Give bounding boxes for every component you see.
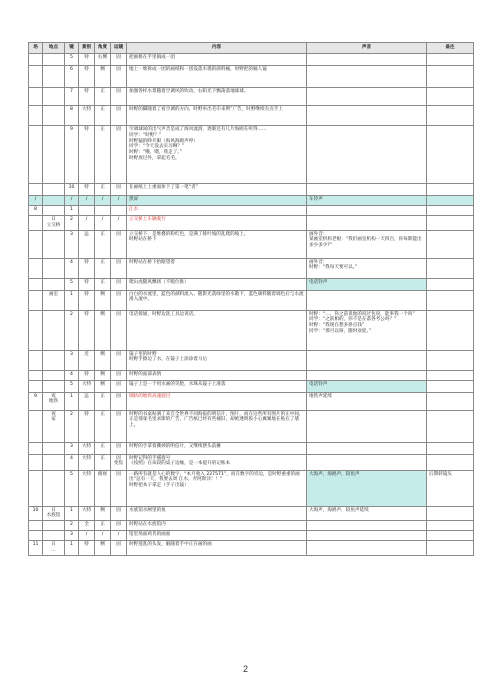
note-cell xyxy=(427,54,474,66)
table-row xyxy=(29,470,474,506)
content-cell: 时野的脚随着了看空调的方向，时野举出毛巾来利”广告，时野继续有点手上 xyxy=(127,106,307,126)
shot-cell: 5 xyxy=(65,278,79,290)
location-cell: 日 立交桥 xyxy=(43,216,65,231)
shot-cell: 6 xyxy=(65,66,79,88)
scene-cell xyxy=(29,442,43,454)
sound-cell xyxy=(307,88,427,106)
note-cell xyxy=(427,392,474,410)
shot-cell: 7 xyxy=(65,88,79,106)
location-cell xyxy=(43,196,65,206)
angle-cell: 正 xyxy=(95,258,111,278)
sound-cell xyxy=(307,290,427,310)
location-cell xyxy=(43,470,65,506)
camera-move-cell: 固 xyxy=(111,506,127,521)
camera-move-cell: 固 xyxy=(111,541,127,556)
location-cell: 日 水族馆 xyxy=(43,506,65,521)
column-header: 景别 xyxy=(79,43,95,54)
shot-size-cell: 全 xyxy=(79,521,95,531)
scene-cell xyxy=(29,531,43,541)
column-header: 运镜 xyxy=(111,43,127,54)
shot-cell: 10 xyxy=(65,184,79,196)
scene-cell xyxy=(29,66,43,88)
location-cell xyxy=(43,66,65,88)
angle-cell: 正 xyxy=(95,230,111,258)
shot-cell: / xyxy=(65,196,79,206)
angle-cell: 正 xyxy=(95,106,111,126)
sound-cell xyxy=(307,184,427,196)
scene-cell xyxy=(29,54,43,66)
shot-size-cell: 大特 xyxy=(79,106,95,126)
content-cell: 时野的手拿着撕掉的明信片，又继续摆头前摊 xyxy=(127,442,307,454)
note-cell xyxy=(427,531,474,541)
table-row xyxy=(29,506,474,521)
angle-cell: 正 xyxy=(95,126,111,184)
content-cell: 时野记得的手捕捉号 《按照》在该段的桌子边缘，是一本提升的记账本 xyxy=(127,454,307,470)
shot-size-cell: 远 xyxy=(79,392,95,410)
location-cell xyxy=(43,88,65,106)
content-cell: 黑屏 xyxy=(127,196,307,206)
location-cell xyxy=(43,230,65,258)
angle-cell: 侧 xyxy=(95,66,111,88)
content-cell: 江水 xyxy=(127,206,307,216)
scene-cell xyxy=(29,454,43,470)
camera-move-cell: 固 xyxy=(111,230,127,258)
shot-size-cell: 特 xyxy=(79,410,95,442)
scene-cell: / xyxy=(29,196,43,206)
page-number: 2 xyxy=(242,664,248,674)
camera-move-cell xyxy=(111,206,127,216)
location-cell xyxy=(43,106,65,126)
note-cell xyxy=(427,196,474,206)
shot-size-cell: / xyxy=(79,216,95,231)
location-cell xyxy=(43,454,65,470)
angle-cell: 侧 xyxy=(95,350,111,370)
angle-cell: 右侧 xyxy=(95,54,111,66)
shot-cell: 5 xyxy=(65,470,79,506)
content-cell: 一路所有就是人心的数字，“本月收入 227571”，而在数字的旁边，是时野重重的画出“总有一天，我要去周 江水，弄阿斯洋！！” 时野把本子拿走（手子出镜） xyxy=(127,470,307,506)
content-cell: 电话接通，时野边洗工具边说话。 xyxy=(127,310,307,350)
table-row xyxy=(29,392,474,410)
sound-cell xyxy=(307,410,427,442)
camera-move-cell: 固 xyxy=(111,410,127,442)
angle-cell: 正 xyxy=(95,184,111,196)
table-row xyxy=(29,290,474,310)
angle-cell: / xyxy=(95,196,111,206)
content-cell: 立交桥上车辆驶行 xyxy=(127,216,307,231)
scene-cell xyxy=(29,310,43,350)
note-cell xyxy=(427,290,474,310)
content-cell: 时野的书桌贴满了来自全世界不同海报的明信片，图片，而在这些所有图片的正中间，正是那张毛里求斯的广告，广告纸已经有些褪旧，却被透明胶小心翼翼地在贴在了墙上。 xyxy=(127,410,307,442)
shot-cell: 2 xyxy=(65,310,79,350)
content-cell: 加强各样水景随着空调风的吹动，右阳光下飘荡落地球球。 xyxy=(127,88,307,106)
shot-cell: 5 xyxy=(65,54,79,66)
column-header: 声音 xyxy=(307,43,427,54)
table-row xyxy=(29,310,474,350)
column-header: 场 xyxy=(29,43,43,54)
note-cell xyxy=(427,126,474,184)
sound-cell xyxy=(307,454,427,470)
camera-move-cell: / xyxy=(111,216,127,231)
shot-cell: 2 xyxy=(65,410,79,442)
sound-cell xyxy=(307,442,427,454)
note-cell xyxy=(427,370,474,380)
content-cell: 立交桥下，是堆叠的粉红色，是满了排叶坡的乱爬的坡上。 时野站在桥下 xyxy=(127,230,307,258)
camera-move-cell: 固 xyxy=(111,278,127,290)
note-cell xyxy=(427,106,474,126)
angle-cell xyxy=(95,206,111,216)
sound-cell: 电话铃声 xyxy=(307,278,427,290)
angle-cell: 侧 xyxy=(95,541,111,556)
sound-cell xyxy=(307,54,427,66)
scene-cell: 9 xyxy=(29,392,43,410)
camera-move-cell: / xyxy=(111,531,127,541)
sound-cell xyxy=(307,541,427,556)
table-row xyxy=(29,380,474,392)
table-row xyxy=(29,370,474,380)
storyboard-table xyxy=(28,42,474,556)
camera-move-cell: 固 xyxy=(111,310,127,350)
shot-size-cell: 远 xyxy=(79,230,95,258)
shot-size-cell: 近 xyxy=(79,350,95,370)
note-cell xyxy=(427,258,474,278)
angle-cell: 侧 xyxy=(95,310,111,350)
shot-cell: 4 xyxy=(65,258,79,278)
location-cell xyxy=(43,258,65,278)
note-cell xyxy=(427,278,474,290)
table-row xyxy=(29,531,474,541)
angle-cell: 正 xyxy=(95,88,111,106)
table-row xyxy=(29,258,474,278)
location-cell xyxy=(43,442,65,454)
column-header: 内容 xyxy=(127,43,307,54)
table-row xyxy=(29,216,474,231)
content-cell: 镜子上是一个用水画的笑脸，水珠从镜子上滑落 xyxy=(127,380,307,392)
note-cell xyxy=(427,350,474,370)
camera-move-cell: 固 xyxy=(111,290,127,310)
location-cell: 夜 地铁 xyxy=(43,392,65,410)
location-cell xyxy=(43,184,65,196)
location-cell xyxy=(43,126,65,184)
shot-cell: 5 xyxy=(65,380,79,392)
content-cell: 空调球间的出气声音是成了海风流滑，逐渐还有几片海鸥在听得...... 同学：“时野？” 时野猛的睁开眼（海风海鸥声停） 同学：“今天没去实习啊？” 时野：“哦，嗯，我走了。” 时野放过外，拿起毛毛。 xyxy=(127,126,307,184)
content-cell: 水族馆水闸里的鱼 xyxy=(127,506,307,521)
scene-cell xyxy=(29,521,43,531)
location-cell xyxy=(43,370,65,380)
camera-move-cell: 固 xyxy=(111,392,127,410)
camera-move-cell: / xyxy=(111,196,127,206)
angle-cell: 俯视 xyxy=(95,470,111,506)
location-cell xyxy=(43,54,65,66)
shot-size-cell: 特 xyxy=(79,278,95,290)
note-cell xyxy=(427,66,474,88)
scene-cell: 8 xyxy=(29,206,43,216)
location-cell: 夜 家 xyxy=(43,410,65,442)
content-cell: 馆里场面鸡肯的画面 xyxy=(127,531,307,541)
table-row xyxy=(29,350,474,370)
table-row xyxy=(29,106,474,126)
scene-cell xyxy=(29,106,43,126)
shot-size-cell: 特 xyxy=(79,370,95,380)
shot-size-cell: 大特 xyxy=(79,506,95,521)
shot-size-cell: / xyxy=(79,196,95,206)
scene-cell xyxy=(29,230,43,258)
table-row xyxy=(29,196,474,206)
table-row xyxy=(29,278,474,290)
shot-cell: 3 xyxy=(65,531,79,541)
scene-cell xyxy=(29,370,43,380)
location-cell xyxy=(43,206,65,216)
sound-cell xyxy=(307,521,427,531)
content-cell: 镜子里的时野 时野手擦边了水，在镜子上涂涂着马后 xyxy=(127,350,307,370)
sound-cell: 大海声，海鸥声，较鱼声 xyxy=(307,470,427,506)
table-row xyxy=(29,230,474,258)
camera-move-cell: 固 xyxy=(111,370,127,380)
shot-cell: 3 xyxy=(65,230,79,258)
content-cell: 爬山虎随风飘扬（不脱位推） xyxy=(127,278,307,290)
sound-cell: 地铁声延续 xyxy=(307,392,427,410)
note-cell xyxy=(427,442,474,454)
angle-cell: 正 xyxy=(95,521,111,531)
scene-cell xyxy=(29,216,43,231)
sound-cell xyxy=(307,531,427,541)
sound-cell xyxy=(307,206,427,216)
shot-size-cell: 大特 xyxy=(79,470,95,506)
shot-size-cell: 特 xyxy=(79,126,95,184)
camera-move-cell: 固 xyxy=(111,54,127,66)
content-cell: 时野站在水族馆内 xyxy=(127,521,307,531)
table-row xyxy=(29,541,474,556)
camera-move-cell: 固 xyxy=(111,106,127,126)
shot-size-cell: 特 xyxy=(79,258,95,278)
note-cell xyxy=(427,454,474,470)
scene-cell: 10 xyxy=(29,506,43,521)
table-row xyxy=(29,126,474,184)
shot-size-cell: 特 xyxy=(79,541,95,556)
sound-cell xyxy=(307,216,427,231)
note-cell xyxy=(427,410,474,442)
scene-cell xyxy=(29,350,43,370)
location-cell xyxy=(43,278,65,290)
angle-cell: 正 xyxy=(95,454,111,470)
shot-cell: 1 xyxy=(65,392,79,410)
sound-cell: 时野：“…，你之前说他的说过包说，能率我一个吗” 同学：“之前相的，你不是在落各考公吗？” 时野：“我现在想多挣点钱” 同学：“那可以呀，随时欢迎。” xyxy=(307,310,427,350)
camera-move-cell: 固 xyxy=(111,184,127,196)
content-cell: 时野站在桥下抬眼望着 xyxy=(127,258,307,278)
scene-cell xyxy=(29,470,43,506)
angle-cell: 正 xyxy=(95,410,111,442)
location-cell xyxy=(43,310,65,350)
column-header: 角度 xyxy=(95,43,111,54)
camera-move-cell: 固 xyxy=(111,88,127,106)
shot-cell: 1 xyxy=(65,541,79,556)
angle-cell: 侧 xyxy=(95,290,111,310)
note-cell xyxy=(427,380,474,392)
location-cell: 日 ... xyxy=(43,541,65,556)
angle-cell: 正 xyxy=(95,392,111,410)
camera-move-cell: 固 xyxy=(111,521,127,531)
note-cell xyxy=(427,184,474,196)
column-header: 镜 xyxy=(65,43,79,54)
angle-cell: / xyxy=(95,531,111,541)
shot-size-cell: 特 xyxy=(79,310,95,350)
camera-move-cell: 固 xyxy=(111,126,127,184)
table-body xyxy=(29,54,474,556)
column-header: 地点 xyxy=(43,43,65,54)
column-header: 备注 xyxy=(427,43,474,54)
note-cell xyxy=(427,506,474,521)
shot-size-cell xyxy=(79,206,95,216)
location-cell xyxy=(43,350,65,370)
table-row xyxy=(29,454,474,470)
shot-cell: 2 xyxy=(65,521,79,531)
content-cell: 时野的面部表情 xyxy=(127,370,307,380)
angle-cell: / xyxy=(95,216,111,231)
location-cell xyxy=(43,521,65,531)
shot-cell: 9 xyxy=(65,126,79,184)
table-header-row xyxy=(29,43,474,54)
shot-size-cell: 特 xyxy=(79,88,95,106)
scene-cell xyxy=(29,126,43,184)
shot-cell: 2 xyxy=(65,216,79,231)
sound-cell xyxy=(307,66,427,88)
table-row xyxy=(29,410,474,442)
content-cell: 时野莲乱的头发，脑随着手中正在画的画 xyxy=(127,541,307,556)
shot-size-cell: 大特 xyxy=(79,380,95,392)
shot-cell: 8 xyxy=(65,106,79,126)
shot-cell: 3 xyxy=(65,350,79,370)
sound-cell: 画外音： 某画室机构老板：“我们画室机构一天四百，你每期能出多少多少?” xyxy=(307,230,427,258)
sound-cell: 电话铃声 xyxy=(307,380,427,392)
scene-cell xyxy=(29,290,43,310)
table-row xyxy=(29,206,474,216)
camera-move-cell: 固 xyxy=(111,258,127,278)
shot-cell: 1 xyxy=(65,290,79,310)
table-row xyxy=(29,88,474,106)
camera-move-cell: 固 xyxy=(111,442,127,454)
note-cell xyxy=(427,521,474,531)
sound-cell: 画外音： 时野：“我每天要可以。” xyxy=(307,258,427,278)
sound-cell xyxy=(307,370,427,380)
scene-cell xyxy=(29,410,43,442)
note-cell xyxy=(427,206,474,216)
note-cell: 后期转镜头 xyxy=(427,470,474,506)
scene-cell xyxy=(29,258,43,278)
location-cell: 画室 xyxy=(43,290,65,310)
scene-cell: 11 xyxy=(29,541,43,556)
content-cell: 把画框在手里搞成一团 xyxy=(127,54,307,66)
content-cell: 钢轨的地铁高速驶过 xyxy=(127,392,307,410)
content-cell: 地上一堆拆成一团的画纸和一团没落水墙的颜料桶，时野把的桶人镜 xyxy=(127,66,307,88)
angle-cell: 侧 xyxy=(95,370,111,380)
shot-cell: 3 xyxy=(65,442,79,454)
shot-size-cell: 大特 xyxy=(79,454,95,470)
shot-cell: 4 xyxy=(65,370,79,380)
camera-move-cell: 固 xyxy=(111,66,127,88)
note-cell xyxy=(427,88,474,106)
camera-move-cell: 固 xyxy=(111,380,127,392)
location-cell xyxy=(43,380,65,392)
location-cell xyxy=(43,531,65,541)
camera-move-cell: 固 变焦 xyxy=(111,454,127,470)
angle-cell: 侧 xyxy=(95,506,111,521)
shot-cell: 1 xyxy=(65,506,79,521)
note-cell xyxy=(427,230,474,258)
sound-cell xyxy=(307,106,427,126)
scene-cell xyxy=(29,88,43,106)
angle-cell: 侧 xyxy=(95,380,111,392)
sound-cell xyxy=(307,126,427,184)
shot-size-cell: 特 xyxy=(79,66,95,88)
camera-move-cell: 固 xyxy=(111,350,127,370)
content-cell: 在画纸上上重面休下了第一笔“者” xyxy=(127,184,307,196)
scene-cell xyxy=(29,184,43,196)
shot-size-cell: 特 xyxy=(79,184,95,196)
scene-cell xyxy=(29,278,43,290)
sound-cell xyxy=(307,350,427,370)
scene-cell xyxy=(29,380,43,392)
table-row xyxy=(29,54,474,66)
table-row xyxy=(29,521,474,531)
note-cell xyxy=(427,216,474,231)
shot-size-cell: 大特 xyxy=(79,442,95,454)
sound-cell: 大海声，海鸥声，较鱼声延续 xyxy=(307,506,427,521)
table-row xyxy=(29,184,474,196)
shot-size-cell: 特 xyxy=(79,290,95,310)
angle-cell: 正 xyxy=(95,278,111,290)
note-cell xyxy=(427,541,474,556)
camera-move-cell: 固 xyxy=(111,470,127,506)
content-cell: 白白的水流里，蓝色的颜料流入，随影光落绿里的水散下，蓝色颜料随着调色后与水流滑入流中。 xyxy=(127,290,307,310)
table-row xyxy=(29,66,474,88)
shot-size-cell: / xyxy=(79,531,95,541)
sound-cell: 车铃声 xyxy=(307,196,427,206)
note-cell xyxy=(427,310,474,350)
shot-size-cell: 特 xyxy=(79,54,95,66)
angle-cell: 正 xyxy=(95,442,111,454)
table-row xyxy=(29,442,474,454)
shot-cell: 1 xyxy=(65,206,79,216)
shot-cell: 4 xyxy=(65,454,79,470)
